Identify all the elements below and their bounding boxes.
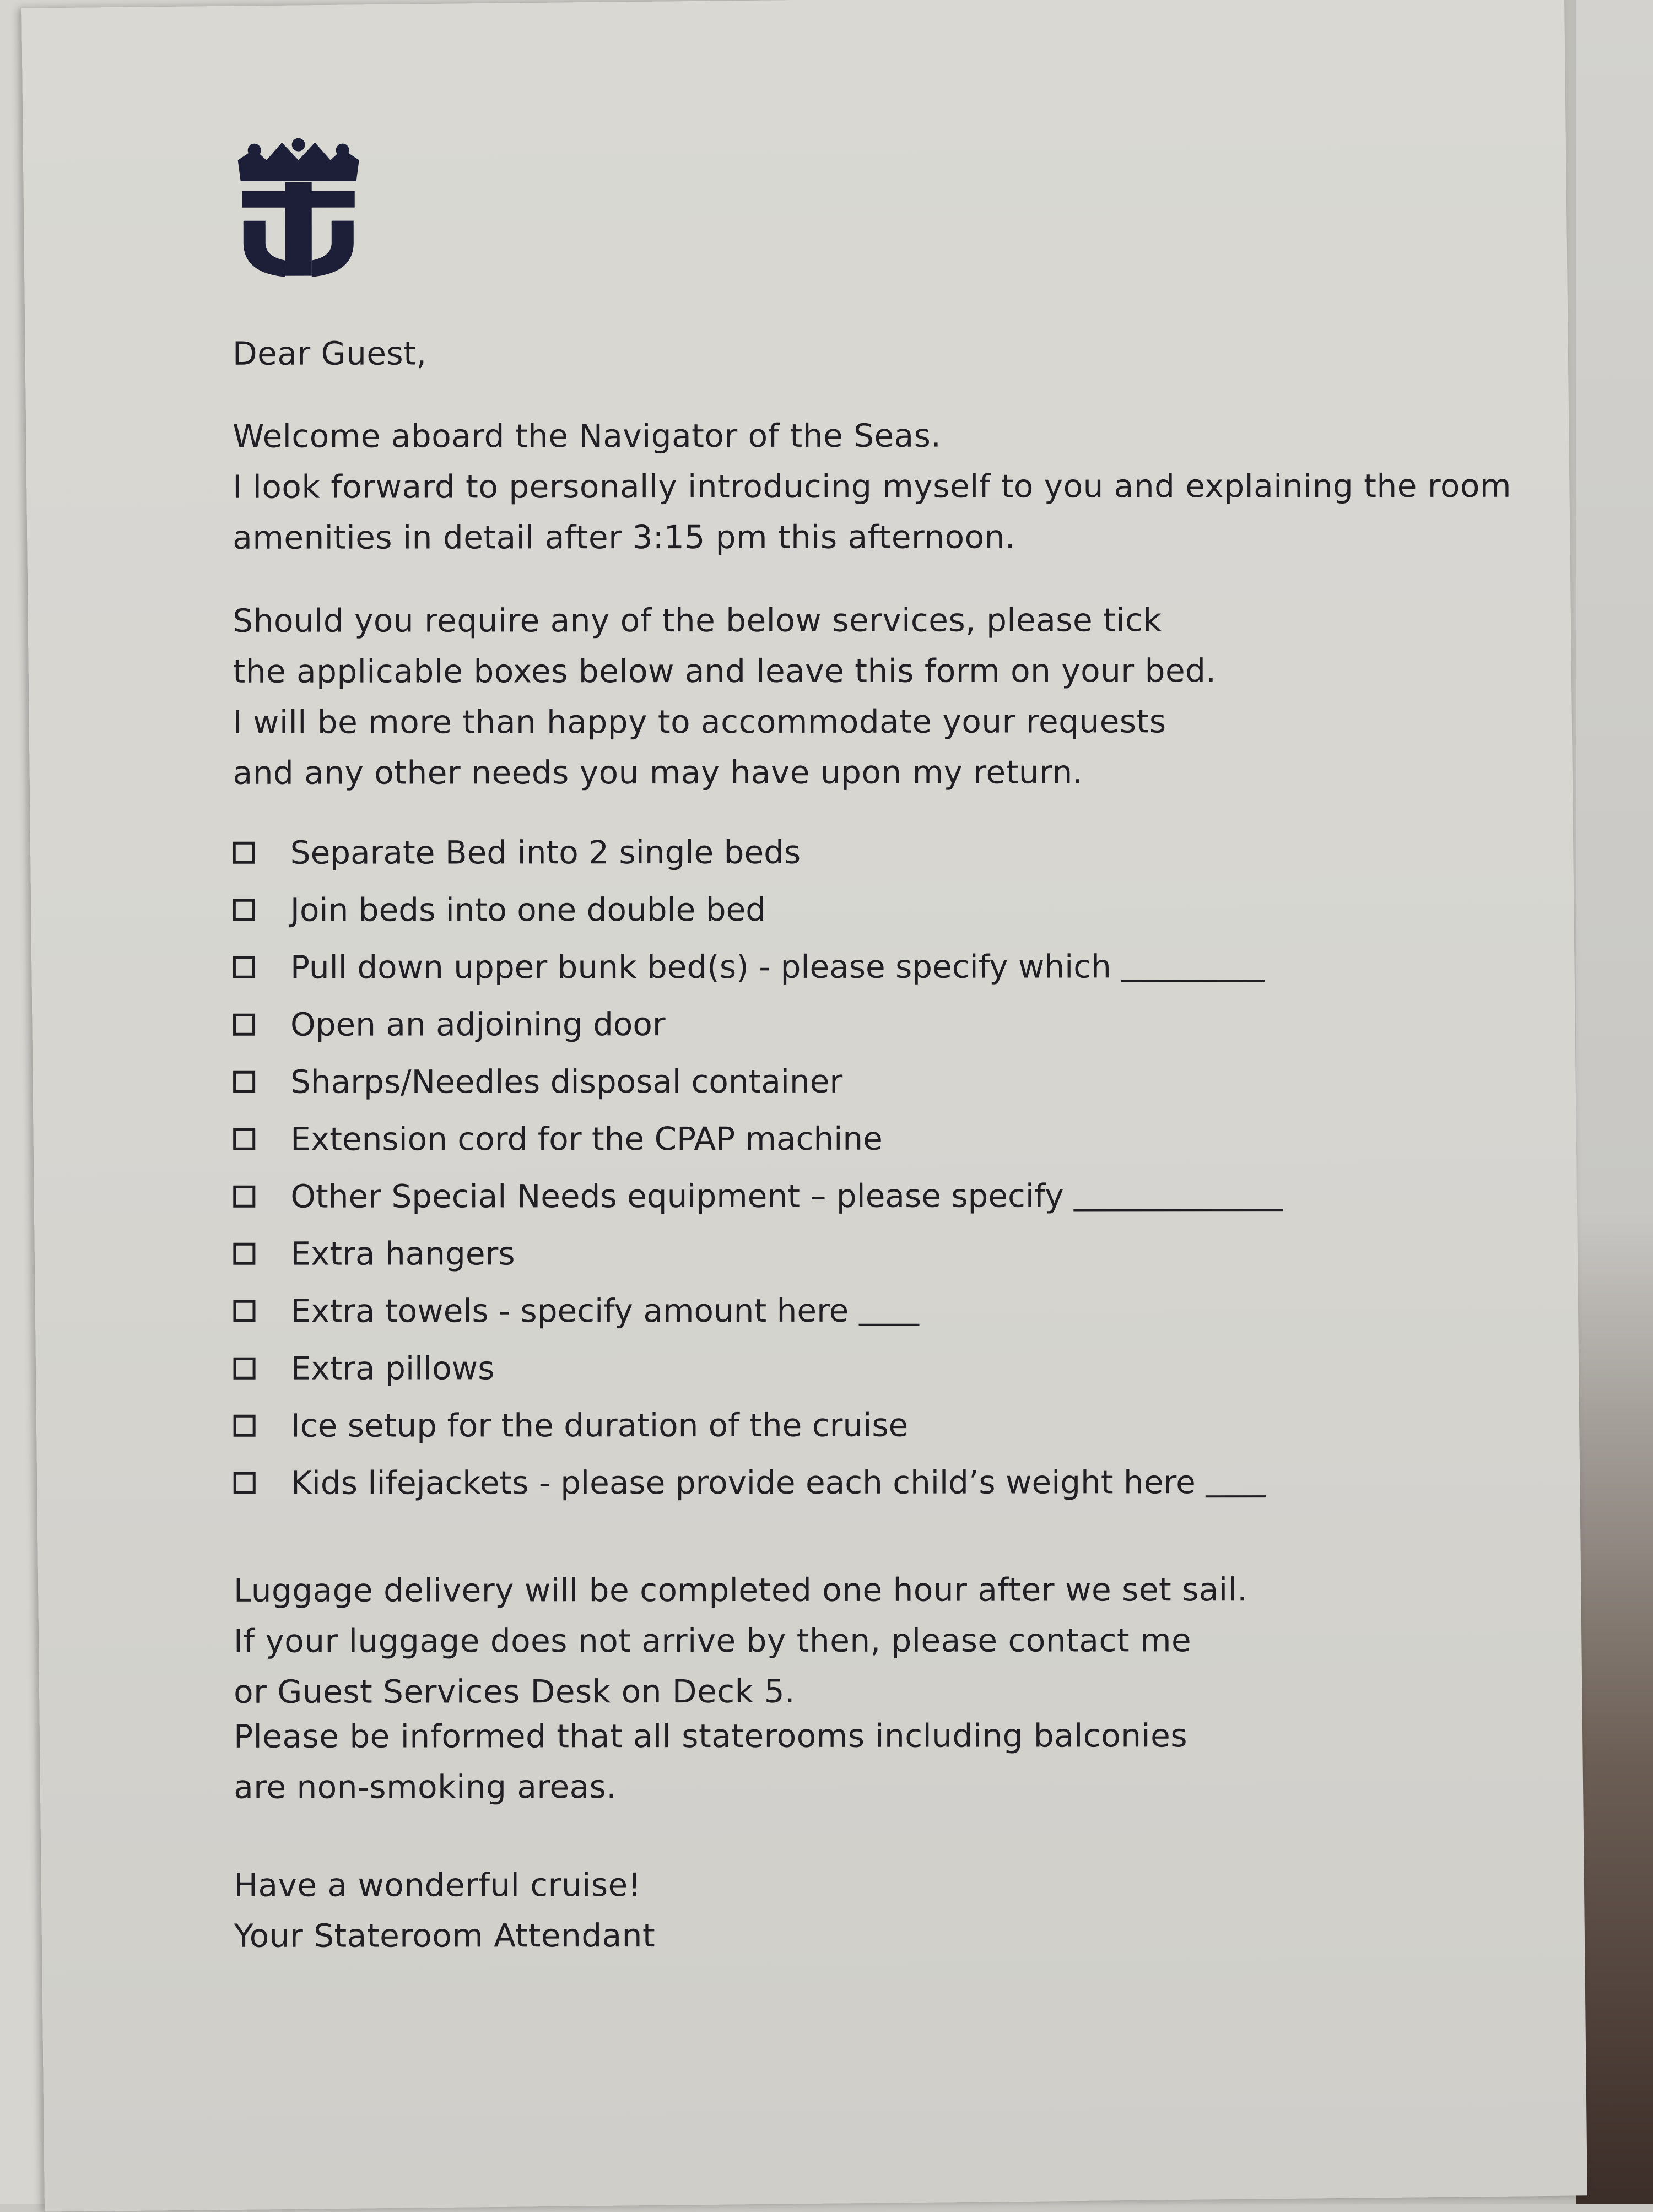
- checkbox[interactable]: [233, 1014, 255, 1036]
- bunk-bed-blank-field[interactable]: [1121, 951, 1265, 982]
- checkbox[interactable]: [233, 1071, 255, 1093]
- checklist-label: Open an adjoining door: [290, 1005, 666, 1043]
- checklist-label: Extra hangers: [290, 1235, 515, 1273]
- crown-anchor-icon: [233, 138, 365, 282]
- checkbox[interactable]: [233, 956, 255, 978]
- checklist-item-bunk-beds[interactable]: [233, 938, 1283, 996]
- checklist-label: Separate Bed into 2 single beds: [290, 833, 801, 872]
- checklist-item-cpap-cord[interactable]: [233, 1110, 1283, 1168]
- services-checklist: [233, 823, 1284, 1512]
- welcome-line: amenities in detail after 3:15 pm this afternoon.: [233, 518, 1015, 556]
- closing-paragraph: [234, 1859, 655, 1961]
- child-weight-blank-field[interactable]: [1206, 1467, 1266, 1497]
- checkbox[interactable]: [234, 1472, 256, 1494]
- checkbox[interactable]: [233, 1243, 255, 1265]
- services-intro-line: and any other needs you may have upon my return.: [233, 753, 1083, 792]
- checkbox[interactable]: [234, 1415, 256, 1437]
- checkbox[interactable]: [233, 1128, 255, 1150]
- luggage-line: Luggage delivery will be completed one hour after we set sail.: [233, 1571, 1248, 1609]
- checkbox[interactable]: [233, 899, 255, 921]
- checkbox[interactable]: [233, 1300, 255, 1322]
- welcome-line: Welcome aboard the Navigator of the Seas.: [233, 417, 942, 455]
- luggage-line: If your luggage does not arrive by then, please contact me: [233, 1621, 1192, 1660]
- smoking-line: are non-smoking areas.: [234, 1768, 617, 1806]
- background-edge: [1576, 0, 1653, 2204]
- checklist-item-extra-towels[interactable]: [233, 1281, 1283, 1340]
- checklist-label: Extra pillows: [290, 1349, 495, 1387]
- greeting-text: Dear Guest,: [232, 334, 427, 372]
- checklist-item-join-beds[interactable]: [233, 880, 1283, 939]
- signature-line: Your Stateroom Attendant: [234, 1917, 656, 1955]
- checklist-label: Ice setup for the duration of the cruise: [290, 1406, 909, 1445]
- checklist-label: Other Special Needs equipment – please specify: [290, 1177, 1064, 1215]
- checkbox[interactable]: [233, 842, 255, 864]
- checklist-label: Join beds into one double bed: [290, 890, 766, 929]
- luggage-paragraph: [234, 1564, 1247, 1717]
- checklist-item-extra-hangers[interactable]: [233, 1224, 1283, 1283]
- checklist-label: Kids lifejackets - please provide each child’s weight here: [290, 1463, 1196, 1502]
- luggage-line: or Guest Services Desk on Deck 5.: [234, 1672, 796, 1711]
- checkbox[interactable]: [234, 1358, 256, 1380]
- checklist-item-sharps-container[interactable]: [233, 1052, 1283, 1111]
- checklist-item-extra-pillows[interactable]: [234, 1339, 1284, 1397]
- letter-content: [232, 137, 1555, 1955]
- welcome-paragraph: [233, 410, 1511, 563]
- checklist-label: Pull down upper bunk bed(s) - please specify which: [290, 948, 1111, 986]
- greeting: [233, 328, 427, 378]
- checklist-label: Sharps/Needles disposal container: [290, 1062, 843, 1101]
- services-intro-line: I will be more than happy to accommodate your requests: [233, 702, 1166, 741]
- non-smoking-paragraph: [234, 1710, 1187, 1813]
- special-needs-blank-field[interactable]: [1074, 1180, 1283, 1211]
- welcome-line: I look forward to personally introducing myself to you and explaining the room: [233, 467, 1511, 506]
- checklist-item-kids-lifejackets[interactable]: [234, 1453, 1284, 1512]
- services-intro-line: the applicable boxes below and leave this form on your bed.: [233, 652, 1217, 690]
- checklist-item-special-needs[interactable]: [233, 1167, 1283, 1225]
- checklist-item-adjoining-door[interactable]: [233, 995, 1283, 1053]
- closing-line: Have a wonderful cruise!: [234, 1866, 641, 1904]
- checkbox[interactable]: [233, 1186, 255, 1208]
- smoking-line: Please be informed that all staterooms including balconies: [234, 1717, 1188, 1755]
- checklist-item-ice-setup[interactable]: [234, 1396, 1284, 1454]
- towel-amount-blank-field[interactable]: [858, 1295, 919, 1326]
- services-intro-line: Should you require any of the below services, please tick: [233, 601, 1162, 640]
- checklist-item-separate-beds[interactable]: [233, 823, 1283, 881]
- services-intro-paragraph: [233, 594, 1216, 798]
- checklist-label: Extension cord for the CPAP machine: [290, 1119, 883, 1158]
- letter-sheet: [21, 0, 1587, 2212]
- checklist-label: Extra towels - specify amount here: [290, 1291, 849, 1330]
